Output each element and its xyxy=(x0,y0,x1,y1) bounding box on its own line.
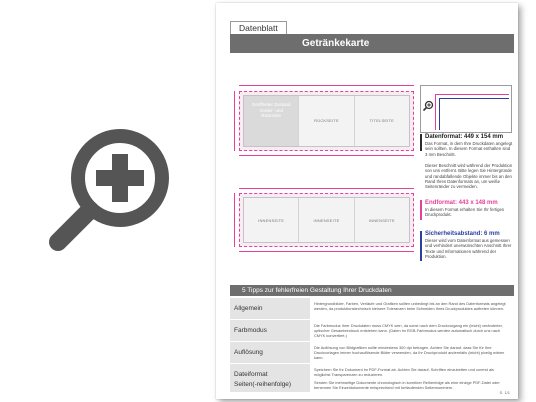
end-format-text: In diesem Format erhalten Sie Ihr fertiges Druckprodukt. xyxy=(425,207,505,218)
layout-panel xyxy=(355,96,409,146)
end-format-block xyxy=(425,200,513,218)
dimension-line xyxy=(239,251,414,252)
layout-panel xyxy=(244,96,299,146)
tips-heading: 5 Tipps zur fehlerfreien Gestaltung Ihrer Druckdaten xyxy=(242,287,392,294)
tips-value: Die Auflösung von Bildgrafiken sollte mindestens 300 dpi betragen. Achten Sie darauf, dass Sie für Ihre Druckvorlagen immer hochauflösende Bilder verwenden, da Ihr Druckprodukt andernfalls (leicht) pixelig wirken kann. xyxy=(314,345,505,360)
tips-value: Senden Sie mehrseitige Dokumente chronologisch in korrekter Reihenfolge als eine einzige PDF-Datei oder benennen Sie Einzeldokumente entsprechend mit fortlaufenden Seitennummern. xyxy=(314,380,500,390)
layout-note: Geöffneter Zustand Vorder- und Rückseite xyxy=(251,102,291,118)
tips-key: Dateiformat xyxy=(230,364,310,385)
accent-bar xyxy=(420,231,422,261)
panel-label: RÜCKSEITE xyxy=(314,118,339,123)
cut-block xyxy=(425,163,513,189)
tips-value: Speichern Sie Ihr Dokument im PDF-Format ab. Achten Sie darauf, Schriften einzubetten und vorerst als möglichst Transparenzen zu reduzieren. xyxy=(314,367,494,377)
zoom-in-icon[interactable] xyxy=(38,120,178,260)
datasheet-page xyxy=(216,3,518,399)
dimension-line xyxy=(234,193,235,247)
panel-label: INNENSEITE xyxy=(368,218,395,223)
tips-key: Auflösung xyxy=(230,342,310,363)
panel-label: INNENSEITE xyxy=(258,218,285,223)
tips-row xyxy=(230,378,514,392)
page-number: S. 1/1 xyxy=(499,390,510,395)
layout-outside xyxy=(239,91,414,151)
panel-label: TITELSEITE xyxy=(369,118,395,123)
dimension-line xyxy=(239,188,414,189)
safety-text: Dieser wird vom Datenformat aus gemessen und verhindert unerwünschten Anschnitt Ihrer Texte und Informationen während der Produktion. xyxy=(425,238,512,259)
panel-label: INNENSEITE xyxy=(313,218,340,223)
layout-inside xyxy=(239,193,414,247)
data-format-block xyxy=(425,134,513,157)
dimension-line xyxy=(239,155,414,156)
tips-key: Allgemein xyxy=(230,298,310,319)
accent-bar xyxy=(420,200,422,220)
magnifier-icon xyxy=(422,100,434,112)
cut-text: Dieser Beschnitt wird während der Produktion von uns entfernt. Bitte legen Sie Hintergründe und randabfallende Objekte immer bis an den Rand Ihres Datenformats an, um weiße Seitenränder zu vermeiden. xyxy=(425,163,513,190)
safety-heading: Sicherheitsabstand: 6 mm xyxy=(425,231,500,237)
safety-block xyxy=(425,231,513,259)
dimension-line xyxy=(234,91,235,151)
datasheet-tab: Datenblatt xyxy=(230,21,287,34)
tips-header xyxy=(230,285,514,296)
layout-panel xyxy=(244,198,299,242)
page-title: Getränkekarte xyxy=(302,38,370,49)
data-format-text: Das Format, in dem Ihre Druckdaten angelegt sein sollten. In diesem Format enthalten sind 3 mm Beschnitt. xyxy=(425,141,513,157)
title-bar xyxy=(230,34,514,53)
dimension-line xyxy=(239,85,414,86)
tips-row xyxy=(230,298,514,319)
layout-panel xyxy=(299,198,354,242)
tips-row xyxy=(230,342,514,363)
tips-value: Die Farbmodus Ihrer Druckdaten muss CMYK sein, da sonst nach dem Druckvorgang ein (leicht) veränderter, optischer Gesamteindruck entstehen kann. (Daten im RGB-Farbmodus werden automatisch durch uns nach CMYK konvertiert.) xyxy=(314,323,503,338)
layout-panel xyxy=(299,96,354,146)
layout-panel xyxy=(355,198,409,242)
data-format-heading: Datenformat: 449 x 154 mm xyxy=(425,134,504,140)
tips-value: Hintergrundbilder, Farben, Verläufe und Grafiken sollten unbedingt bis an den Rand des Datenformats angelegt werden, da produktionstechnisch kleinere Toleranzen beim Schneiden Ihres Druckproduktes auftreten können. xyxy=(314,301,506,311)
accent-bar xyxy=(420,134,422,151)
tips-key: Seiten(-reihenfolge) xyxy=(230,378,310,392)
tips-row xyxy=(230,320,514,341)
tips-key: Farbmodus xyxy=(230,320,310,341)
bleed-detail xyxy=(420,85,512,133)
end-format-heading: Endformat: 443 x 148 mm xyxy=(425,200,498,206)
